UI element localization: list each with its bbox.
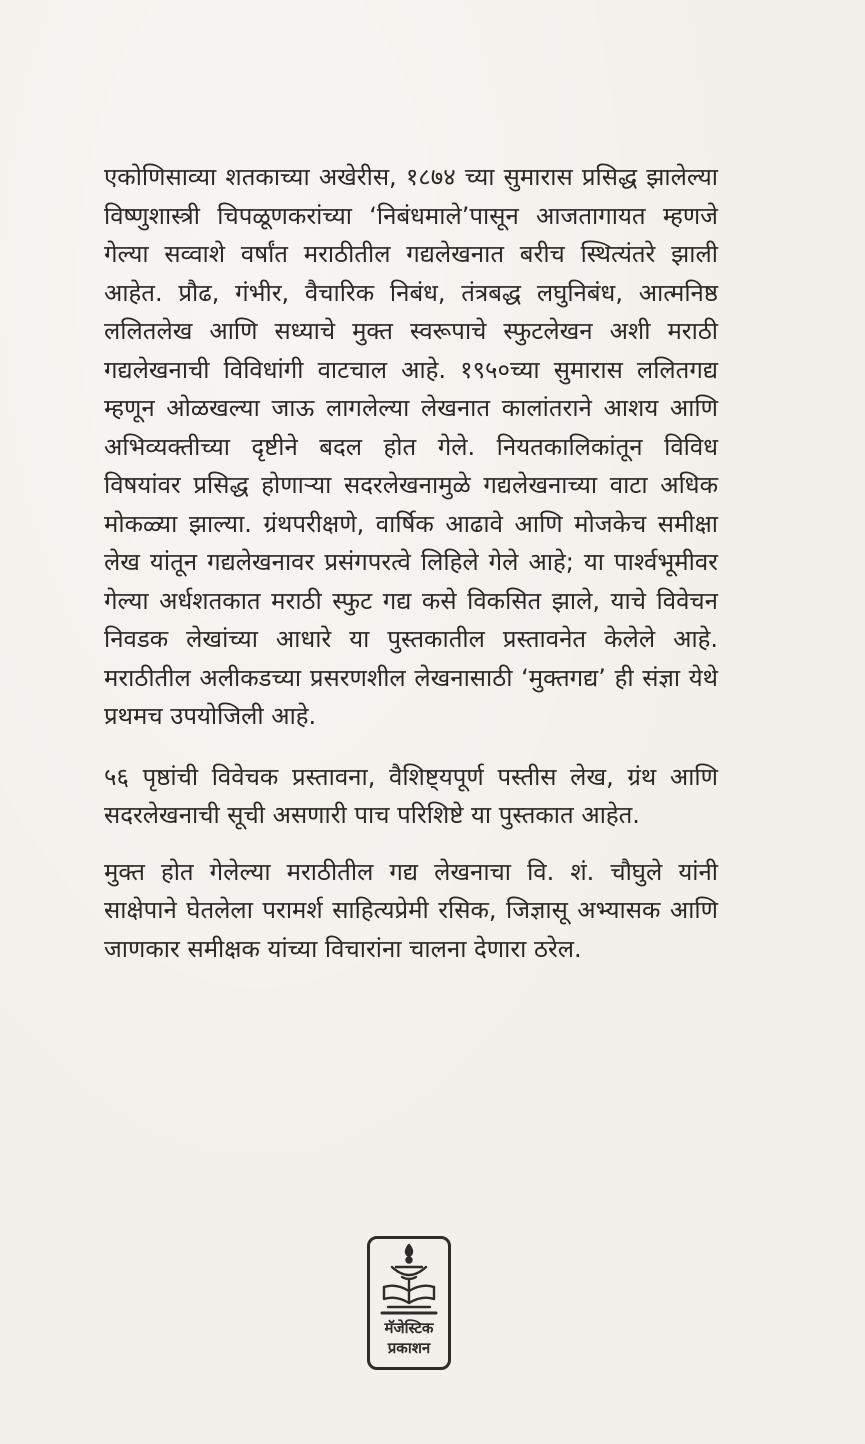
blurb-text bbox=[104, 158, 718, 986]
publisher-name-line-2: प्रकाशन bbox=[387, 1339, 431, 1357]
blurb-paragraph-2: ५६ पृष्ठांची विवेचक प्रस्तावना, वैशिष्ट्यपूर्ण पस्तीस लेख, ग्रंथ आणि सदरलेखनाची सूची असणारी पाच परिशिष्टे या पुस्तकात आहेत. bbox=[104, 762, 718, 829]
blurb-paragraph-3: मुक्त होत गेलेल्या मराठीतील गद्य लेखनाचा वि. शं. चौघुले यांनी साक्षेपाने घेतलेला परामर्श साहित्यप्रेमी रसिक, जिज्ञासू अभ्यासक आणि जाणकार समीक्षक यांच्या विचारांना चालना देणारा ठरेल. bbox=[104, 857, 718, 963]
publisher-name-line-1: मॅजेस्टिक bbox=[384, 1319, 434, 1337]
lamp-on-book-icon bbox=[378, 1243, 440, 1317]
blurb-paragraph-1: एकोणिसाव्या शतकाच्या अखेरीस, १८७४ च्या सुमारास प्रसिद्ध झालेल्या विष्णुशास्त्री चिपळूणकरांच्या ‘निबंधमाले’पासून आजतागायत म्हणजे गेल्या सव्वाशे वर्षांत मराठीतील गद्यलेखनात बरीच स्थित्यंतरे झाली आहेत. प्रौढ, गंभीर, वैचारिक निबंध, तंत्रबद्ध लघुनिबंध, आत्मनिष्ठ ललितलेख आणि सध्याचे मुक्त स्वरूपाचे स्फुटलेखन अशी मराठी गद्यलेखनाची विविधांगी वाटचाल आहे. १९५०च्या सुमारास ललितगद्य म्हणून ओळखल्या जाऊ लागलेल्या लेखनात कालांतराने आशय आणि अभिव्यक्तीच्या दृष्टीने बदल होत गेले. नियतकालिकांतून विविध विषयांवर प्रसिद्ध होणाऱ्या सदरलेखनामुळे गद्यलेखनाच्या वाटा अधिक मोकळ्या झाल्या. ग्रंथपरीक्षणे, वार्षिक आढावे आणि मोजकेच समीक्षा लेख यांतून गद्यलेखनावर प्रसंगपरत्वे लिहिले गेले आहे; या पार्श्वभूमीवर गेल्या अर्धशतकात मराठी स्फुट गद्य कसे विकसित झाले, याचे विवेचन निवडक लेखांच्या आधारे या पुस्तकातील प्रस्तावनेत केलेले आहे. मराठीतील अलीकडच्या प्रसरणशील लेखनासाठी ‘मुक्तगद्य’ ही संज्ञा येथे प्रथमच उपयोजिली आहे. bbox=[104, 163, 718, 730]
publisher-logo bbox=[367, 1236, 451, 1370]
